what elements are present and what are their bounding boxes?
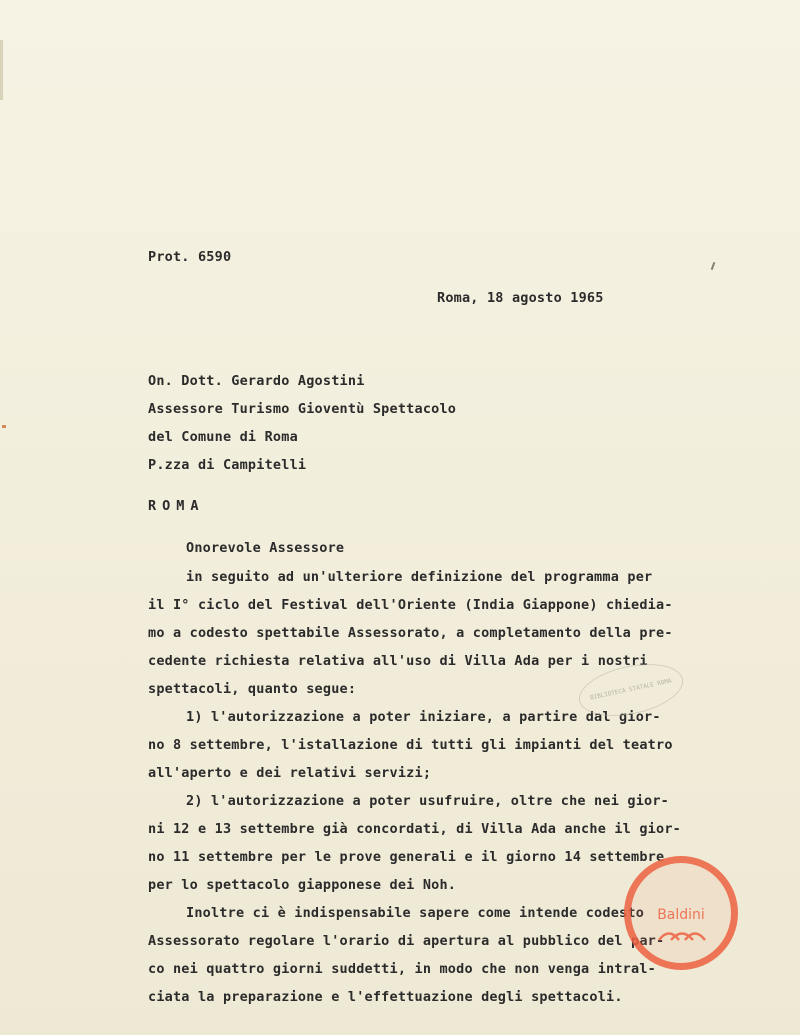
body-line: no 8 settembre, l'istallazione di tutti gli impianti del teatro: [148, 737, 673, 753]
body-line: ni 12 e 13 settembre già concordati, di Villa Ada anche il gior-: [148, 821, 681, 837]
salutation: Onorevole Assessore: [186, 540, 345, 556]
body-line: Inoltre ci è indispensabile sapere come intende codesto: [186, 905, 645, 921]
body-line: mo a codesto spettabile Assessorato, a completamento della pre-: [148, 625, 673, 641]
pen-mark: [711, 262, 716, 270]
margin-mark: [2, 425, 6, 428]
body-line: spettacoli, quanto segue:: [148, 681, 357, 697]
recipient-city: ROMA: [148, 498, 205, 514]
recipient-line-4: P.zza di Campitelli: [148, 457, 307, 473]
arches-icon: [657, 927, 707, 941]
body-line: 1) l'autorizzazione a poter iniziare, a partire dal gior-: [186, 709, 661, 725]
body-line: il I° ciclo del Festival dell'Oriente (India Giappone) chiedia-: [148, 597, 673, 613]
body-line: cedente richiesta relativa all'uso di Villa Ada per i nostri: [148, 653, 648, 669]
baldini-logo-text: Baldini: [657, 907, 705, 923]
body-line: all'aperto e dei relativi servizi;: [148, 765, 432, 781]
body-line: ciata la preparazione e l'effettuazione degli spettacoli.: [148, 989, 623, 1005]
body-line: in seguito ad un'ulteriore definizione del programma per: [186, 569, 653, 585]
baldini-logo-watermark: [624, 856, 738, 970]
body-line: 2) l'autorizzazione a poter usufruire, oltre che nei gior-: [186, 793, 670, 809]
recipient-line-2: Assessore Turismo Gioventù Spettacolo: [148, 401, 457, 417]
body-line: Assessorato regolare l'orario di apertura al pubblico del par-: [148, 933, 665, 949]
body-line: per lo spettacolo giapponese dei Noh.: [148, 877, 457, 893]
body-line: no 11 settembre per le prove generali e il giorno 14 settembre: [148, 849, 665, 865]
library-stamp-text: BIBLIOTECA STATALE ROMA: [589, 677, 673, 702]
body-line: co nei quattro giorni suddetti, in modo che non venga intral-: [148, 961, 656, 977]
recipient-line-3: del Comune di Roma: [148, 429, 298, 445]
paper-edge-mark: [0, 40, 3, 100]
letter-date: Roma, 18 agosto 1965: [437, 290, 604, 306]
protocol-number: Prot. 6590: [148, 249, 232, 265]
recipient-line-1: On. Dott. Gerardo Agostini: [148, 373, 365, 389]
